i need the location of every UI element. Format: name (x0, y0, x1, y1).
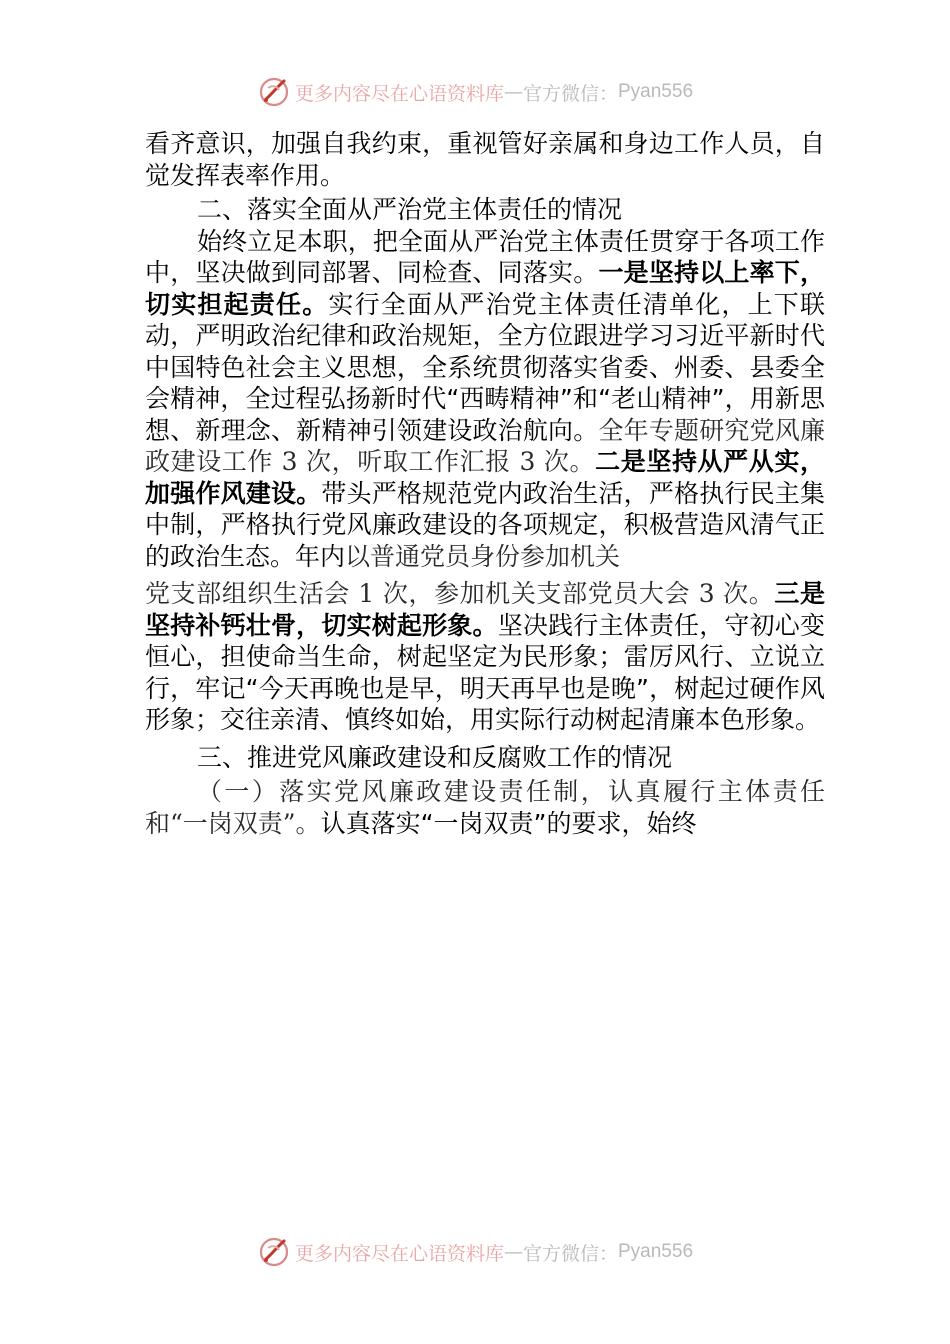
paragraph-section-2-lead: 始终立足本职，把全面从严治党主体责任贯穿于各项工作中，坚决做到同部署、同检查、同落实。 (145, 226, 825, 287)
paragraph-section-2-style: 带头严格规范党内政治生活，严格执行民主集中制，严格执行党风廉政建设的各项规定，积极营造风清气正的政治生态。年内 (145, 478, 825, 571)
watermark-contact-id: Pyan556 (618, 81, 694, 102)
watermark-contact-id: Pyan556 (618, 1241, 694, 1262)
paragraph-section-2-member: 以普通党员身份参加机关 (345, 541, 621, 571)
watermark-main-text: 更多内容尽在心语资料库 (294, 82, 504, 105)
section-heading-2 (145, 194, 825, 226)
watermark-dash: — (503, 81, 523, 103)
document-body (145, 128, 825, 839)
paragraph-section-3 (145, 776, 825, 839)
watermark-contact-label: 官方微信： (522, 1242, 618, 1265)
footer-watermark (0, 1232, 950, 1272)
paragraph-section-2-cont (145, 578, 825, 736)
paragraph-intro (145, 128, 825, 191)
paragraph-section-2-stats: 全年专题研究党风廉政建设工作 3 次，听取工作汇报 3 次。 (145, 415, 825, 476)
subheading-3-1: （一）落实党风廉政建设责任制，认真履行主体责任和“一岗双责”。 (145, 777, 825, 838)
paragraph-section-2 (145, 226, 825, 573)
watermark-dash: — (503, 1241, 523, 1263)
section-heading-3 (145, 742, 825, 774)
watermark-main-text: 更多内容尽在心语资料库 (294, 1242, 504, 1265)
paragraph-intro-text: 看齐意识，加强自我约束，重视管好亲属和身边工作人员，自觉发挥表率作用。 (145, 129, 825, 190)
paragraph-section-2-meetings: 党支部组织生活会 1 次，参加机关支部党员大会 3 次。 (145, 579, 775, 608)
watermark-contact-label: 官方微信： (522, 82, 618, 105)
pen-logo-icon (257, 1235, 291, 1269)
section-heading-3-text: 三、推进党风廉政建设和反腐败工作的情况 (197, 742, 673, 772)
header-watermark (0, 72, 950, 112)
paragraph-section-3-text: 认真落实“一岗双责”的要求，始终 (320, 808, 697, 838)
bold-point-2: 二是坚持从严从实，加强作风建设。 (145, 447, 825, 508)
pen-logo-icon (257, 75, 291, 109)
bold-point-1: 一是坚持以上率下，切实担起责任。 (145, 258, 825, 319)
section-heading-2-text: 二、落实全面从严治党主体责任的情况 (197, 195, 623, 224)
paragraph-section-2-image: 坚决践行主体责任，守初心变恒心，担使命当生命，树起坚定为民形象；雷厉风行、立说立行，牢记“今天再晚也是早，明天再早也是晚”，树起过硬作风形象；交往亲清、慎终如始，用实际行动树起清廉本色形象。 (145, 610, 825, 734)
bold-point-3: 三是坚持补钙壮骨，切实树起形象。 (145, 579, 825, 640)
paragraph-section-2-body: 实行全面从严治党主体责任清单化，上下联动，严明政治纪律和政治规矩，全方位跟进学习习近平新时代中国特色社会主义思想，全系统贯彻落实省委、州委、县委全会精神，全过程弘扬新时代“西畴精神”和“老山精神”，用新思想、新理念、新精神引领建设政治航向。 (145, 289, 825, 445)
